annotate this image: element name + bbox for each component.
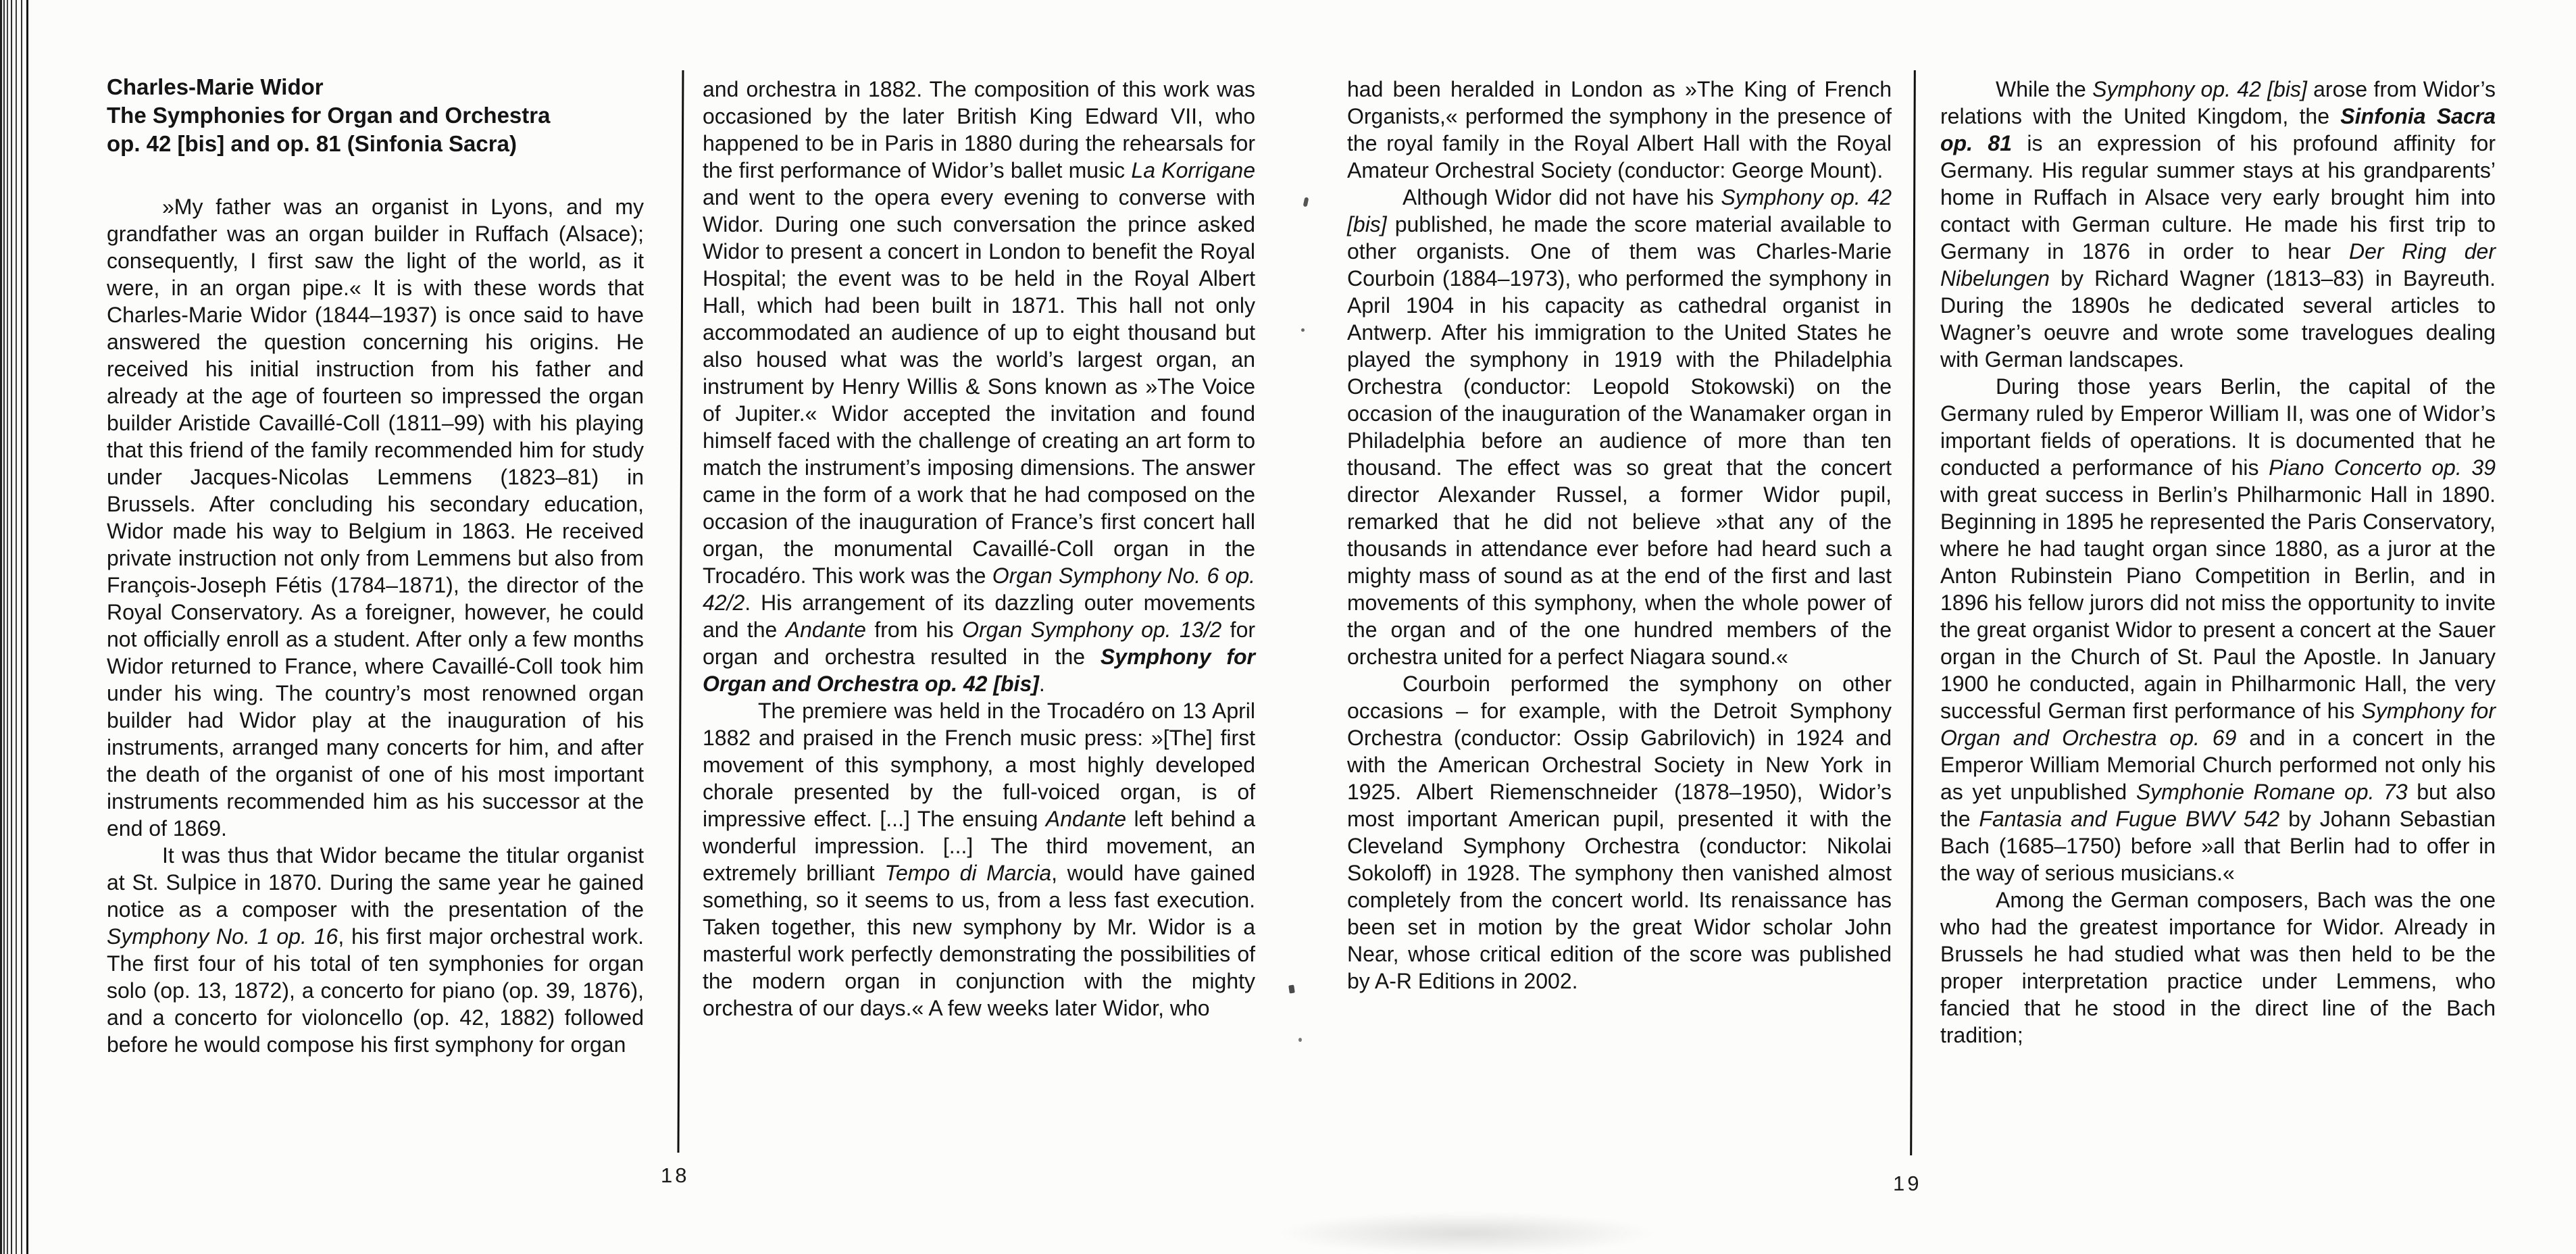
page19-column-2 <box>1940 76 2496 1049</box>
text-run: by Johann Sebastian Bach (1685–1750) before »all that Berlin had to offer in the way of serious musicians.« <box>1940 807 2496 885</box>
page-number-18: 18 <box>661 1163 690 1187</box>
text-run: and went to the opera every evening to converse with Widor. During one such conversation the prince asked Widor to present a concert in London to benefit the Royal Hospital; the event was to be held in the Royal Albert Hall, which had been built in 1871. This hall not only accommodated an audience of up to eight thousand but also housed what was the world’s largest organ, an instrument by Henry Willis & Sons known as »The Voice of Jupiter.« Widor accepted the invitation and found himself faced with the challenge of creating an art form to match the instrument’s imposing dimensions. The answer came in the form of a work that he had composed on the occasion of the inauguration of France’s first concert hall organ, the monumental Cavaillé-Coll organ in the Trocadéro. This work was the <box>703 185 1255 588</box>
work-title-italic: Andante <box>785 618 866 642</box>
text-run: , his first major orchestral work. The first four of his total of ten symphonies for organ solo (op. 13, 1872), a concerto for piano (op. 39, 1876), and a concerto for violoncello (op. 42, 1882) followed before he would compose his first symphony for organ <box>107 924 645 1057</box>
scan-speck <box>1288 985 1295 994</box>
paragraph <box>1940 373 2496 886</box>
text-run: While the <box>1996 77 2093 101</box>
article-title-line-1: Charles-Marie Widor <box>107 74 324 99</box>
paragraph <box>1940 76 2496 373</box>
work-title-bold-italic: Sinfonia Sacra op. 81 <box>1940 104 2496 155</box>
column-divider-page18 <box>678 70 684 1153</box>
article-title-line-2: The Symphonies for Organ and Orchestra <box>107 103 551 128</box>
text-run: and orchestra in 1882. The composition of this work was occasioned by the later British King Edward VII, who happened to be in Paris in 1880 during the rehearsals for the first performance of Widor’s ballet music <box>703 77 1255 182</box>
text-run: Among the German composers, Bach was the one who had the greatest importance for Widor. Already in Brussels he had studied what was then held to be the proper interpretation practice under Lemmens, who fancied that he stood in the direct line of the Bach tradition; <box>1940 888 2496 1047</box>
text-run: is an expression of his profound affinity for Germany. His regular summer stays at his grandparents’ home in Ruffach in Alsace very early brought him into contact with German culture. He made his first trip to Germany in 1876 in order to hear <box>1940 131 2496 264</box>
work-title-italic: Organ Symphony op. 13/2 <box>962 618 1222 642</box>
work-title-italic: Symphony op. 42 [bis] <box>1347 185 1892 236</box>
work-title-italic: Fantasia and Fugue BWV 542 <box>1979 807 2280 831</box>
text-run: from his <box>865 618 963 642</box>
paragraph <box>107 193 644 842</box>
paragraph <box>703 76 1255 697</box>
text-run: Courboin performed the symphony on other occasions – for example, with the Detroit Symphony Orchestra (conductor: Ossip Gabrilovich) in 1924 and with the American Orchestral Society in New York in 1925. Albert Riemenschneider (1878–1950), Widor’s most important American pupil, presented it with the Cleveland Symphony Orchestra (conductor: Nikolai Sokoloff) in 1928. The symphony then vanished almost completely from the concert world. Its renaissance has been set in motion by the great Widor scholar John Near, whose critical edition of the score was published by A-R Editions in 2002. <box>1347 672 1892 993</box>
text-run: . His arrangement of its dazzling outer movements and the <box>703 591 1255 642</box>
work-title-italic: Andante <box>1045 807 1127 831</box>
work-title-italic: Der Ring der Nibelungen <box>1940 239 2496 291</box>
text-run: and in a concert in the Emperor William Memorial Church performed not only his as yet unpublished <box>1940 726 2496 804</box>
page18-column-1-text <box>107 193 644 1058</box>
text-run: left behind a wonderful impression. [...] The third movement, an extremely brilliant <box>703 807 1256 885</box>
paragraph <box>107 842 644 1058</box>
binding-edge <box>0 0 31 1254</box>
page19-column-1 <box>1347 76 1892 995</box>
scan-speck <box>1301 328 1305 332</box>
text-run: published, he made the score material available to other organists. One of them was Charles-Marie Courboin (1884–1973), who performed the symphony in April 1904 in his capacity as cathedral organist in Antwerp. After his immigration to the United States he played the symphony in 1919 with the Philadelphia Orchestra (conductor: Leopold Stokowski) on the occasion of the inauguration of the Wanamaker organ in Philadelphia before an audience of more than ten thousand. The effect was so great that the concert director Alexander Russel, a former Widor pupil, remarked that he did not believe »that any of the thousands in attendance ever before had heard such a mighty mass of sound as at the end of the first and last movements of this symphony, when the whole power of the organ and of the one hundred members of the orchestra united for a perfect Niagara sound.« <box>1347 212 1892 669</box>
text-run: with great success in Berlin’s Philharmonic Hall in 1890. Beginning in 1895 he represented the Paris Conservatory, where he had taught organ since 1880, as a juror at the Anton Rubinstein Piano Competition in Berlin, and in 1896 his fellow jurors did not miss the opportunity to invite the great organist Widor to present a concert at the Sauer organ in the Church of St. Paul the Apostle. In January 1900 he conducted, again in Philharmonic Hall, the very successful German first performance of his <box>1940 482 2496 723</box>
paragraph <box>703 697 1255 1022</box>
text-run: arose from Widor’s relations with the United Kingdom, the <box>1940 77 2496 128</box>
text-run: During those years Berlin, the capital of the Germany ruled by Emperor William II, was one of Widor’s important fields of operations. It is documented that he conducted a performance of his <box>1940 374 2496 480</box>
paragraph <box>1347 670 1892 995</box>
column-divider-page19 <box>1910 70 1916 1155</box>
scan-speck <box>1298 1038 1302 1042</box>
work-title-italic: Symphony No. 1 op. 16 <box>107 924 338 949</box>
scan-smudge <box>1277 1212 1655 1254</box>
text-run: by Richard Wagner (1813–83) in Bayreuth. During the 1890s he dedicated several articles to Wagner’s oeuvre and wrote some travelogues dealing with German landscapes. <box>1940 266 2496 372</box>
work-title-italic: Tempo di Marcia <box>884 861 1052 885</box>
paragraph <box>1347 76 1892 184</box>
page18-column-1 <box>107 73 644 1058</box>
page18-column-2 <box>703 76 1255 1022</box>
text-run: had been heralded in London as »The King of French Organists,« performed the symphony in the presence of the royal family in the Royal Albert Hall with the Royal Amateur Orchestral Society (conductor: George Mount). <box>1347 77 1892 182</box>
text-run: Although Widor did not have his <box>1403 185 1721 209</box>
text-run: for organ and orchestra resulted in the <box>703 618 1256 669</box>
text-run: It was thus that Widor became the titular organist at St. Sulpice in 1870. During the same year he gained notice as a composer with the presentation of the <box>107 843 644 922</box>
work-title-italic: Organ Symphony No. 6 op. 42/2 <box>703 563 1256 615</box>
text-run: The premiere was held in the Trocadéro on 13 April 1882 and praised in the French music press: »[The] first movement of this symphony, a most highly developed chorale presented by the full-voiced organ, is of impressive effect. [...] The ensuing <box>703 699 1255 831</box>
text-run: . <box>1038 672 1045 696</box>
article-title-line-3: op. 42 [bis] and op. 81 (Sinfonia Sacra) <box>107 131 517 156</box>
work-title-italic: Symphony op. 42 [bis] <box>2092 77 2307 101</box>
paragraph <box>1940 886 2496 1049</box>
scan-speck <box>1303 197 1309 207</box>
work-title-bold-italic: Symphony for Organ and Orchestra op. 42 [bis] <box>703 645 1255 696</box>
paragraph <box>1347 184 1892 670</box>
work-title-italic: Symphonie Romane op. 73 <box>2136 780 2408 804</box>
article-title <box>107 73 644 158</box>
work-title-italic: Symphony for Organ and Orchestra op. 69 <box>1940 699 2496 750</box>
text-run: , would have gained something, so it seems to us, from a less fast execution. Taken together, this new symphony by Mr. Widor is a masterful work perfectly demonstrating the possibilities of the modern organ in conjunction with the mighty orchestra of our days.« A few weeks later Widor, who <box>703 861 1256 1020</box>
page-number-19: 19 <box>1893 1172 1922 1195</box>
work-title-italic: Piano Concerto op. 39 <box>2269 455 2496 480</box>
text-run: but also the <box>1940 780 2496 831</box>
text-run: »My father was an organist in Lyons, and my grandfather was an organ builder in Ruffach (Alsace); consequently, I first saw the light of the world, as it were, in an organ pipe.« It is with these words that Charles-Marie Widor (1844–1937) is once said to have answered the question concerning his origins. He received his initial instruction from his father and already at the age of fourteen so impressed the organ builder Aristide Cavaillé-Coll (1811–99) with his playing that this friend of the family recommended him for study under Jacques-Nicolas Lemmens (1823–81) in Brussels. After concluding his secondary education, Widor made his way to Belgium in 1863. He received private instruction not only from Lemmens but also from François-Joseph Fétis (1784–1871), the director of the Royal Conservatory. As a foreigner, however, he could not officially enroll as a student. After only a few months Widor returned to France, where Cavaillé-Coll took him under his wing. The country’s most renowned organ builder had Widor play at the inauguration of his instruments, arranged many concerts for him, and after the death of the organist of one of his most important instruments recommended him as his successor at the end of 1869. <box>107 195 644 841</box>
work-title-italic: La Korrigane <box>1131 158 1256 182</box>
